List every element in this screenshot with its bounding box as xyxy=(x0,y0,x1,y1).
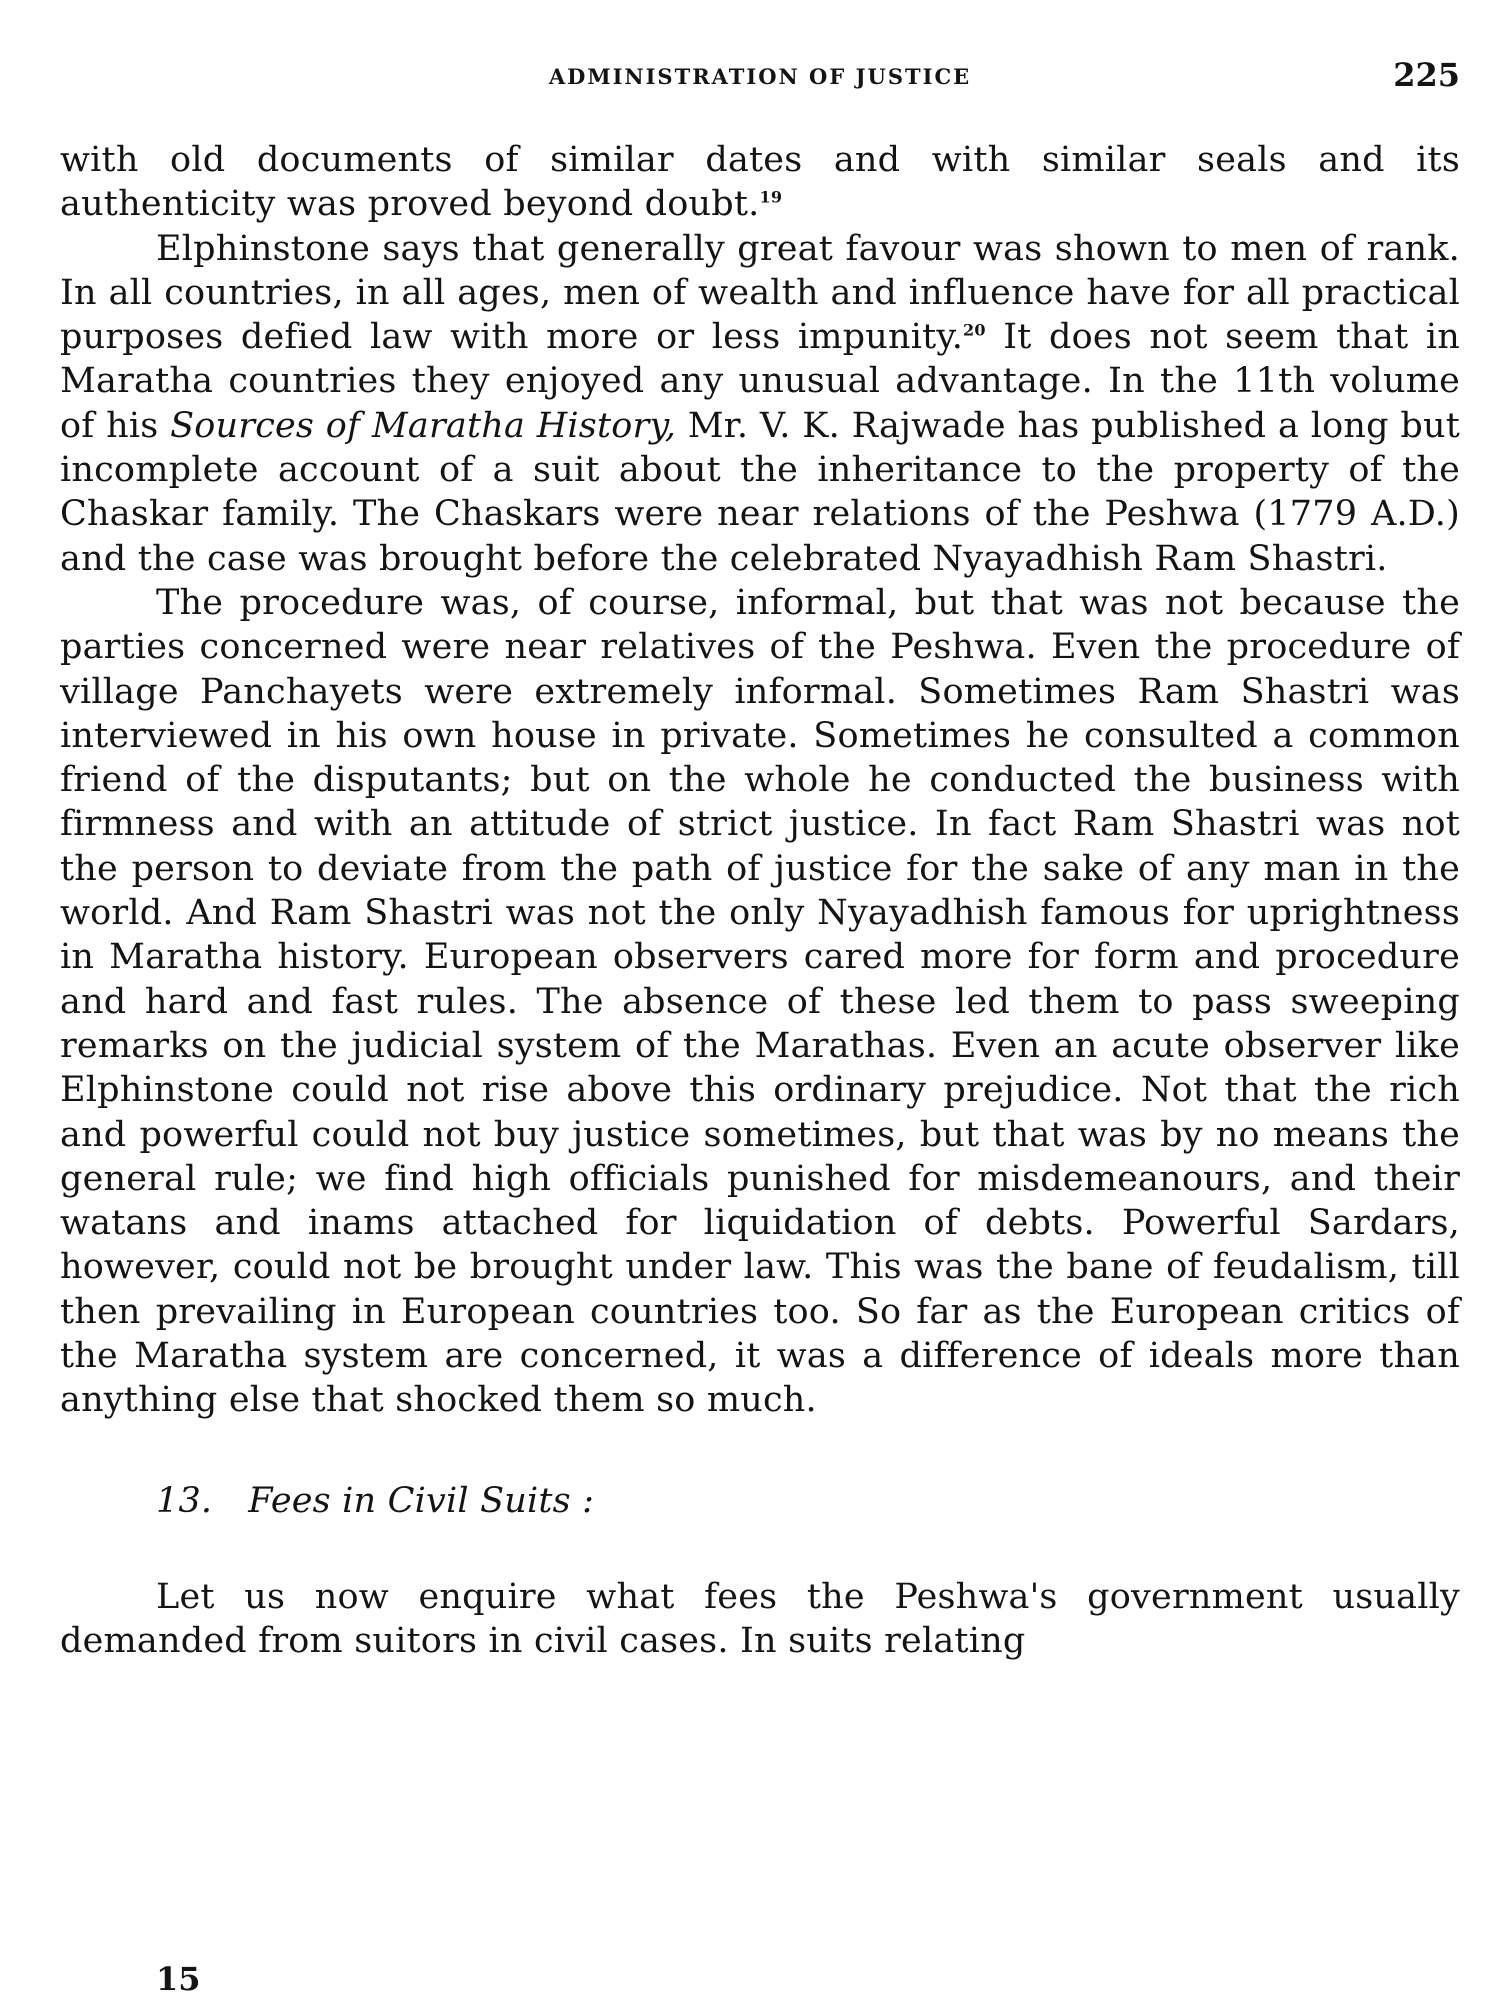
paragraph-continuation xyxy=(60,138,1460,227)
paragraph-text: The procedure was, of course, informal, but that was not because the parties concerned were near relatives of the Peshwa. Even the procedure of village Panchayets were extremely informal. Sometimes Ram Shastri was interviewed in his own house in private. Sometimes he consulted a common friend of the disputants; but on the whole he conducted the business with firmness and with an attitude of strict justice. In fact Ram Shastri was not the person to deviate from the path of justice for the sake of any man in the world. And Ram Shastri was not the only Nyayadhish famous for uprightness in Maratha history. European observers cared more for form and procedure and hard and fast rules. The absence of these led them to pass sweeping remarks on the judicial system of the Marathas. Even an acute observer like Elphinstone could not rise above this ordinary prejudice. Not that the rich and powerful could not buy justice sometimes, but that was by no means the general rule; we find high officials punished for misdemeanours, and their watans and inams attached for liquidation of debts. Powerful Sardars, however, could not be brought under law. This was the bane of feudalism, till then prevailing in European countries too. So far as the European critics of the Maratha system are concerned, it was a difference of ideals more than anything else that shocked them so much. xyxy=(60,582,1460,1421)
footnote-ref: 20 xyxy=(963,320,986,340)
section-number: 13. xyxy=(156,1480,213,1521)
paragraph-text: Elphinstone says that generally great favour was shown to men of rank. In all countries, in all ages, men of wealth and influence have for all practical purposes defied law with more or less impunity. xyxy=(60,228,1460,358)
body-text xyxy=(60,138,1460,1663)
paragraph-procedure xyxy=(60,581,1460,1423)
book-page xyxy=(60,50,1460,1998)
running-header xyxy=(60,50,1460,110)
paragraph-text: Let us now enquire what fees the Peshwa's government usually demanded from suitors in civil cases. In suits relating xyxy=(60,1576,1460,1661)
section-title: Fees in Civil Suits : xyxy=(248,1480,595,1521)
printer-signature-mark: 15 xyxy=(156,1960,201,1998)
paragraph-text: with old documents of similar dates and with similar seals and its authenticity was proved beyond doubt. xyxy=(60,140,1460,225)
footnote-ref: 19 xyxy=(759,187,783,207)
page-number: 225 xyxy=(1393,56,1460,94)
running-title: ADMINISTRATION OF JUSTICE xyxy=(548,64,972,89)
section-heading xyxy=(60,1479,1460,1523)
paragraph-fees xyxy=(60,1575,1460,1664)
book-title: Sources of Maratha History, xyxy=(170,405,677,446)
paragraph-elphinstone xyxy=(60,227,1460,581)
paragraph-text: Mr. V. K. Rajwade has published a long but incomplete account of a suit about the inheritance to the property of the Chaskar family. The Chaskars were near relations of the Peshwa (1779 A.D.) and the case was brought before the celebrated Nyayadhish Ram Shastri. xyxy=(60,405,1460,579)
paragraph-text: It does not seem that in Maratha countries they enjoyed any unusual advantage. In the 11th volume of his xyxy=(60,317,1460,446)
